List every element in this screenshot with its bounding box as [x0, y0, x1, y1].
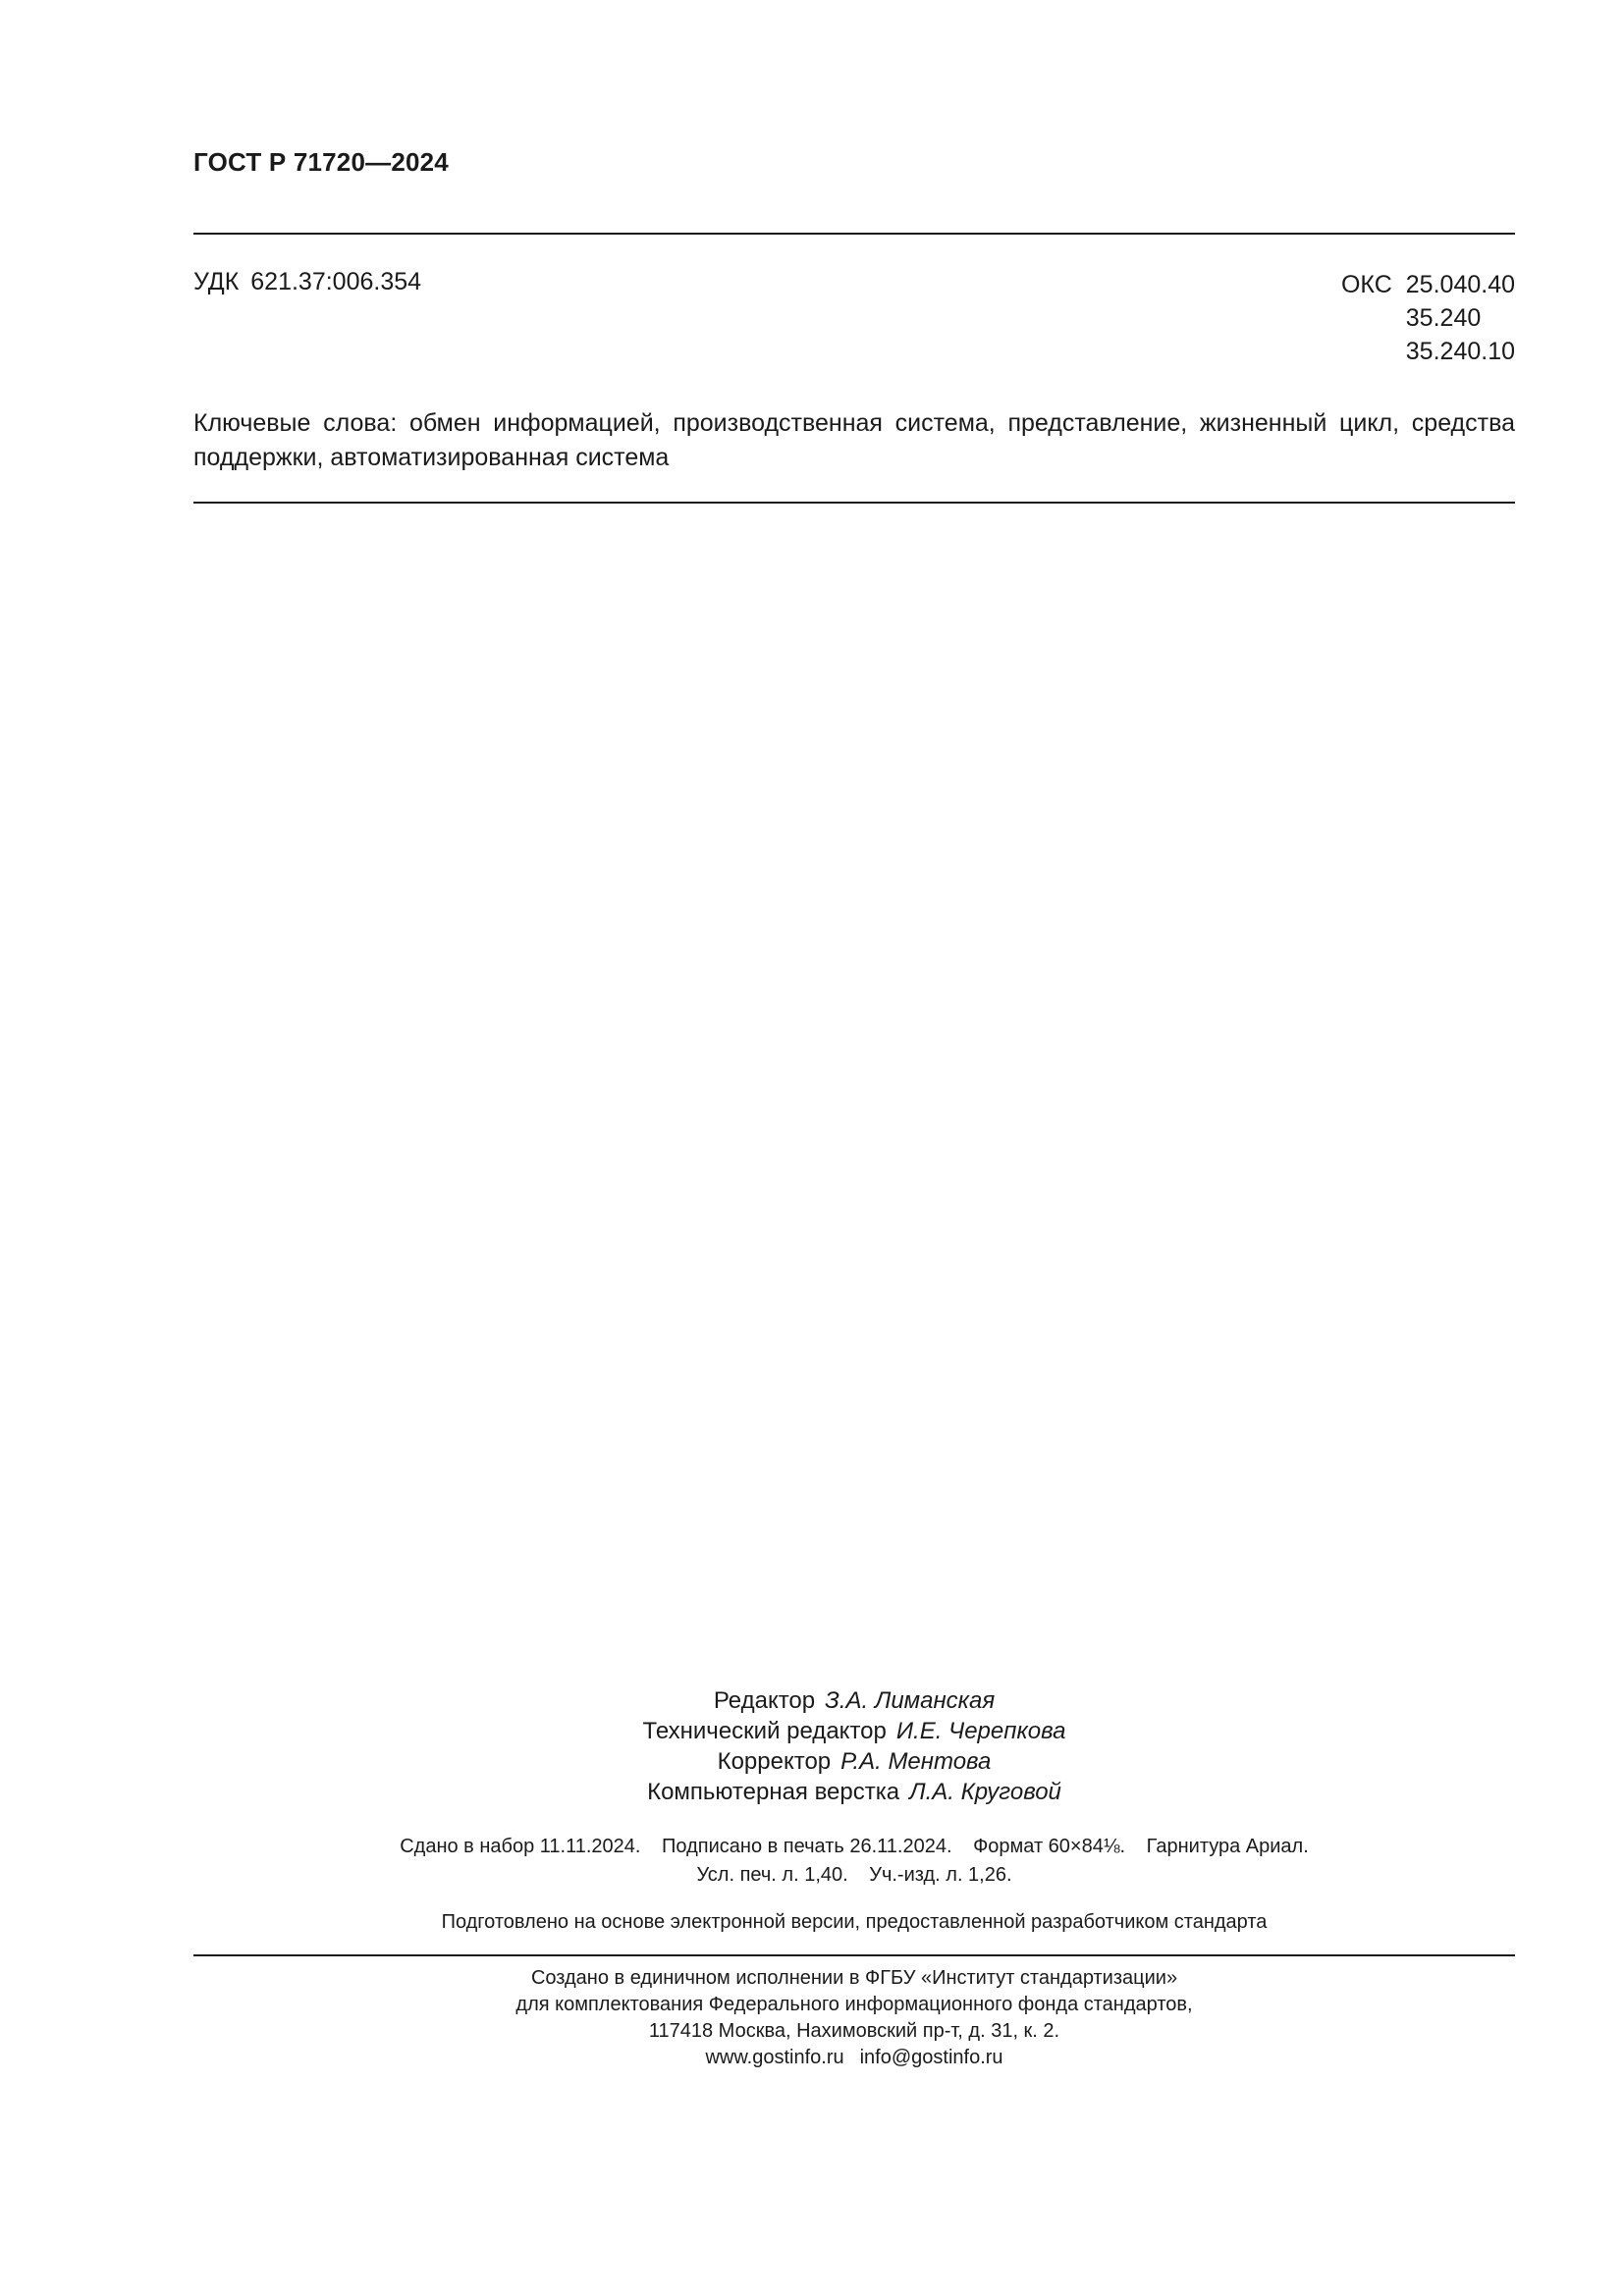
standard-code: ГОСТ Р 71720—2024 — [193, 147, 449, 177]
oks-code: 35.240 — [1405, 304, 1482, 332]
credit-name: З.А. Лиманская — [825, 1687, 996, 1714]
imprint-block — [0, 1833, 1624, 1890]
imprint-line — [0, 1833, 1624, 1861]
publisher-sheets: Уч.-изд. л. 1,26. — [869, 1864, 1012, 1886]
keywords-divider — [193, 502, 1515, 504]
typeset-date: Сдано в набор 11.11.2024. — [400, 1836, 641, 1857]
credit-role: Компьютерная верстка — [647, 1779, 900, 1805]
imprint-line — [0, 1861, 1624, 1890]
oks-code: 35.240.10 — [1405, 338, 1515, 365]
oks-block — [1341, 268, 1515, 368]
keywords-paragraph: Ключевые слова: обмен информацией, производственная система, представление, жизненный цикл, средства поддержки, автоматизированная система — [193, 409, 1515, 471]
typeface: Гарнитура Ариал. — [1146, 1836, 1309, 1857]
udk-value: 621.37:006.354 — [250, 268, 422, 295]
credit-row — [0, 1746, 1624, 1777]
publisher-divider — [193, 1954, 1515, 1956]
paper-format: Формат 60×84⅛. — [973, 1836, 1126, 1857]
signed-date: Подписано в печать 26.11.2024. — [662, 1836, 952, 1857]
oks-label: ОКС — [1340, 271, 1392, 298]
oks-code: 25.040.40 — [1405, 271, 1515, 298]
publisher-contacts — [0, 2045, 1624, 2071]
oks-codes — [1406, 268, 1515, 368]
publisher-address: 117418 Москва, Нахимовский пр-т, д. 31, к. 2. — [648, 2020, 1060, 2042]
udk-block — [193, 268, 421, 296]
credit-name: И.Е. Черепкова — [895, 1718, 1066, 1744]
credit-name: Л.А. Круговой — [909, 1779, 1061, 1805]
website-link[interactable]: www.gostinfo.ru — [705, 2047, 844, 2068]
credit-row — [0, 1685, 1624, 1716]
credit-name: Р.А. Ментова — [840, 1748, 992, 1775]
credits-block — [0, 1685, 1624, 1807]
credit-role: Корректор — [717, 1748, 832, 1775]
credit-row — [0, 1777, 1624, 1807]
print-sheets: Усл. печ. л. 1,40. — [696, 1864, 848, 1886]
credit-role: Редактор — [713, 1687, 816, 1714]
publisher-line: для комплектования Федерального информационного фонда стандартов, — [515, 1994, 1193, 2015]
top-divider — [193, 233, 1515, 235]
udk-label: УДК — [193, 268, 240, 295]
publisher-block — [0, 1965, 1624, 2071]
email-link[interactable]: info@gostinfo.ru — [859, 2047, 1003, 2068]
publisher-line: Создано в единичном исполнении в ФГБУ «Институт стандартизации» — [530, 1967, 1178, 1989]
credit-role: Технический редактор — [642, 1718, 887, 1744]
prepared-note: Подготовлено на основе электронной версии, предоставленной разработчиком стандарта — [441, 1911, 1268, 1933]
credit-row — [0, 1716, 1624, 1746]
